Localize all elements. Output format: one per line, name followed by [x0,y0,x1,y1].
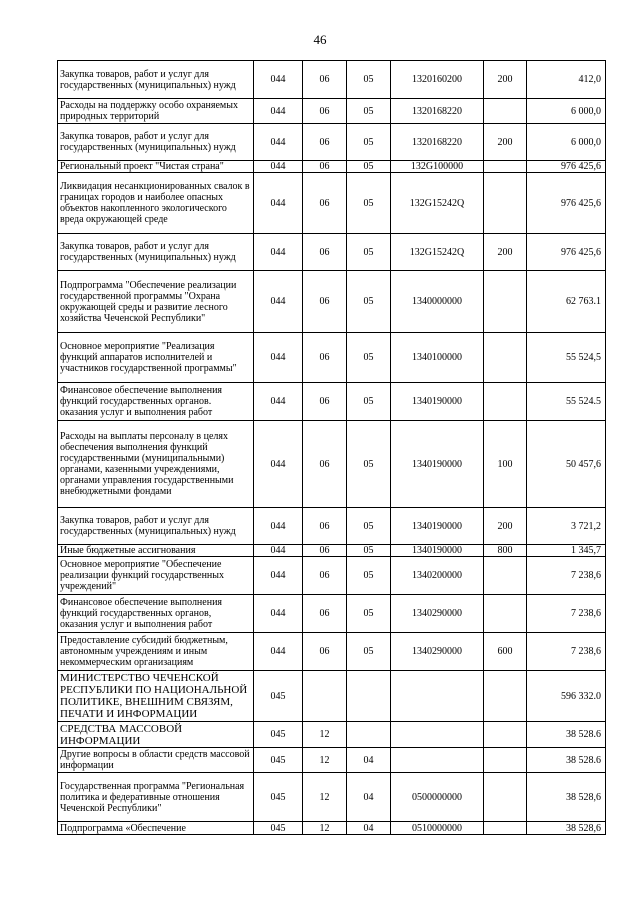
target-article-code: 1340190000 [391,545,484,557]
section-code: 06 [303,234,347,271]
subsection-code: 05 [347,99,391,124]
department-code: 044 [254,545,303,557]
row-name: СРЕДСТВА МАССОВОЙ ИНФОРМАЦИИ [58,722,254,748]
section-code: 06 [303,161,347,173]
department-code: 044 [254,633,303,671]
amount: 976 425,6 [527,234,606,271]
table-row [58,545,606,557]
section-code: 12 [303,773,347,822]
table-row [58,595,606,633]
row-name: МИНИСТЕРСТВО ЧЕЧЕНСКОЙ РЕСПУБЛИКИ ПО НАЦИОНАЛЬНОЙ ПОЛИТИКЕ, ВНЕШНИМ СВЯЗЯМ, ПЕЧАТИ И ИНФОРМАЦИИ [58,671,254,722]
section-code: 06 [303,595,347,633]
target-article-code: 132G100000 [391,161,484,173]
target-article-code: 132G15242Q [391,234,484,271]
expense-type-code [484,595,527,633]
expense-type-code: 100 [484,421,527,508]
target-article-code: 1340290000 [391,595,484,633]
subsection-code: 05 [347,508,391,545]
subsection-code: 05 [347,271,391,333]
expense-type-code: 200 [484,124,527,161]
amount: 6 000,0 [527,124,606,161]
subsection-code: 05 [347,124,391,161]
subsection-code: 05 [347,333,391,383]
table-row [58,234,606,271]
table-row [58,773,606,822]
table-row [58,722,606,748]
subsection-code: 04 [347,822,391,835]
expense-type-code: 200 [484,234,527,271]
table-row [58,508,606,545]
target-article-code: 0510000000 [391,822,484,835]
target-article-code: 1340200000 [391,557,484,595]
expense-type-code [484,748,527,773]
target-article-code: 0500000000 [391,773,484,822]
table-row [58,822,606,835]
row-name: Другие вопросы в области средств массовой информации [58,748,254,773]
amount: 38 528.6 [527,748,606,773]
target-article-code [391,671,484,722]
row-name: Закупка товаров, работ и услуг для государственных (муниципальных) нужд [58,508,254,545]
amount: 62 763.1 [527,271,606,333]
expense-type-code [484,722,527,748]
amount: 976 425,6 [527,161,606,173]
department-code: 044 [254,595,303,633]
amount: 412,0 [527,61,606,99]
section-code: 12 [303,748,347,773]
expense-type-code [484,671,527,722]
expense-type-code [484,271,527,333]
row-name: Подпрограмма «Обеспечение [58,822,254,835]
row-name: Финансовое обеспечение выполнения функций государственных органов. оказания услуг и выполнения работ [58,383,254,421]
amount: 7 238,6 [527,633,606,671]
subsection-code [347,671,391,722]
section-code [303,671,347,722]
table-row [58,748,606,773]
target-article-code: 1320168220 [391,124,484,161]
section-code: 06 [303,383,347,421]
department-code: 044 [254,421,303,508]
department-code: 044 [254,271,303,333]
row-name: Закупка товаров, работ и услуг для государственных (муниципальных) нужд [58,234,254,271]
amount: 976 425,6 [527,173,606,234]
table-row [58,124,606,161]
section-code: 12 [303,822,347,835]
table-row [58,271,606,333]
table-row [58,421,606,508]
amount: 7 238,6 [527,595,606,633]
row-name: Расходы на поддержку особо охраняемых природных территорий [58,99,254,124]
department-code: 045 [254,722,303,748]
expense-type-code [484,333,527,383]
subsection-code: 04 [347,748,391,773]
target-article-code: 1320168220 [391,99,484,124]
row-name: Финансовое обеспечение выполнения функций государственных органов, оказания услуг и выполнения работ [58,595,254,633]
subsection-code: 05 [347,234,391,271]
amount: 50 457,6 [527,421,606,508]
table-row [58,671,606,722]
row-name: Ликвидация несанкционированных свалок в границах городов и наиболее опасных объектов накопленного экологического вреда окружающей среде [58,173,254,234]
target-article-code [391,722,484,748]
department-code: 044 [254,161,303,173]
table-row [58,61,606,99]
subsection-code: 04 [347,773,391,822]
target-article-code: 1340100000 [391,333,484,383]
department-code: 044 [254,61,303,99]
target-article-code [391,748,484,773]
row-name: Подпрограмма "Обеспечение реализации государственной программы "Охрана окружающей среды и развитие лесного хозяйства Чеченской Республики" [58,271,254,333]
section-code: 06 [303,173,347,234]
section-code: 06 [303,333,347,383]
section-code: 06 [303,557,347,595]
department-code: 044 [254,124,303,161]
amount: 55 524,5 [527,333,606,383]
row-name: Предоставление субсидий бюджетным, автономным учреждениям и иным некоммерческим организациям [58,633,254,671]
subsection-code: 05 [347,421,391,508]
expense-type-code [484,161,527,173]
subsection-code: 05 [347,161,391,173]
expense-type-code: 800 [484,545,527,557]
section-code: 06 [303,545,347,557]
section-code: 06 [303,61,347,99]
table-row [58,633,606,671]
amount: 6 000,0 [527,99,606,124]
expense-type-code: 200 [484,508,527,545]
department-code: 044 [254,173,303,234]
subsection-code: 05 [347,61,391,99]
table-row [58,161,606,173]
row-name: Иные бюджетные ассигнования [58,545,254,557]
table-row [58,333,606,383]
amount: 55 524.5 [527,383,606,421]
department-code: 045 [254,671,303,722]
section-code: 06 [303,421,347,508]
row-name: Государственная программа "Региональная политика и федеративные отношения Чеченской Республики" [58,773,254,822]
target-article-code: 1340290000 [391,633,484,671]
row-name: Основное мероприятие "Реализация функций аппаратов исполнителей и участников государственной программы" [58,333,254,383]
target-article-code: 132G15242Q [391,173,484,234]
page-number: 46 [313,32,327,47]
expense-type-code [484,773,527,822]
row-name: Региональный проект "Чистая страна" [58,161,254,173]
table-row [58,383,606,421]
target-article-code: 1340190000 [391,383,484,421]
section-code: 06 [303,271,347,333]
expense-type-code [484,383,527,421]
subsection-code [347,722,391,748]
subsection-code: 05 [347,173,391,234]
target-article-code: 1320160200 [391,61,484,99]
target-article-code: 1340190000 [391,508,484,545]
target-article-code: 1340000000 [391,271,484,333]
row-name: Закупка товаров, работ и услуг для государственных (муниципальных) нужд [58,61,254,99]
section-code: 06 [303,124,347,161]
section-code: 06 [303,633,347,671]
department-code: 044 [254,234,303,271]
subsection-code: 05 [347,383,391,421]
amount: 38 528.6 [527,722,606,748]
department-code: 045 [254,822,303,835]
amount: 3 721,2 [527,508,606,545]
department-code: 044 [254,99,303,124]
department-code: 044 [254,557,303,595]
department-code: 044 [254,333,303,383]
expense-type-code [484,99,527,124]
department-code: 044 [254,383,303,421]
section-code: 06 [303,508,347,545]
amount: 1 345,7 [527,545,606,557]
amount: 38 528,6 [527,773,606,822]
table-row [58,173,606,234]
subsection-code: 05 [347,595,391,633]
section-code: 06 [303,99,347,124]
subsection-code: 05 [347,633,391,671]
section-code: 12 [303,722,347,748]
table-row [58,557,606,595]
amount: 38 528,6 [527,822,606,835]
amount: 7 238,6 [527,557,606,595]
row-name: Закупка товаров, работ и услуг для государственных (муниципальных) нужд [58,124,254,161]
department-code: 045 [254,773,303,822]
expense-type-code: 600 [484,633,527,671]
expense-type-code [484,557,527,595]
table-row [58,99,606,124]
row-name: Расходы на выплаты персоналу в целях обеспечения выполнения функций государственными (муниципальными) органами, казенными учреждениями, органами управления государственными внебюджетными фондами [58,421,254,508]
department-code: 044 [254,508,303,545]
department-code: 045 [254,748,303,773]
budget-table [57,60,606,835]
subsection-code: 05 [347,557,391,595]
row-name: Основное мероприятие "Обеспечение реализации функций государственных учреждений" [58,557,254,595]
expense-type-code: 200 [484,61,527,99]
subsection-code: 05 [347,545,391,557]
target-article-code: 1340190000 [391,421,484,508]
expense-type-code [484,822,527,835]
amount: 596 332.0 [527,671,606,722]
expense-type-code [484,173,527,234]
